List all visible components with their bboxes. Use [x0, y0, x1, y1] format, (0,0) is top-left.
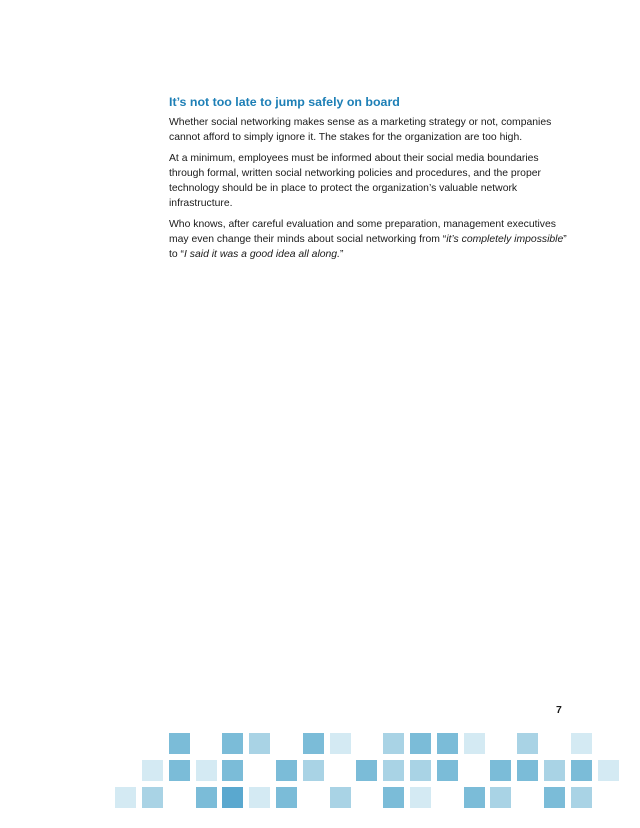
- document-body: [169, 94, 569, 268]
- paragraph-3-quote-2: I said it was a good idea all along.: [184, 249, 340, 260]
- decorative-square: [383, 760, 404, 781]
- decorative-square: [490, 787, 511, 808]
- decorative-square: [383, 733, 404, 754]
- decorative-square: [544, 760, 565, 781]
- decorative-square: [330, 733, 351, 754]
- decorative-square: [356, 760, 377, 781]
- decorative-square: [142, 760, 163, 781]
- decorative-square: [249, 787, 270, 808]
- decorative-square: [410, 733, 431, 754]
- decorative-square: [410, 760, 431, 781]
- decorative-square: [169, 733, 190, 754]
- decorative-square: [598, 760, 619, 781]
- decorative-square: [490, 760, 511, 781]
- decorative-square: [196, 760, 217, 781]
- page-number: 7: [556, 704, 562, 716]
- decorative-square: [544, 787, 565, 808]
- decorative-square: [437, 760, 458, 781]
- paragraph-2: At a minimum, employees must be informed about their social media boundaries through formal, written social networking policies and procedures, and the proper technology should be in place to protect the organization’s valuable network infrastructure.: [169, 153, 541, 209]
- decorative-square: [142, 787, 163, 808]
- decorative-square: [222, 760, 243, 781]
- decorative-square: [330, 787, 351, 808]
- decorative-square: [571, 787, 592, 808]
- paragraph-3-text-3: ”: [339, 249, 344, 260]
- decorative-square: [383, 787, 404, 808]
- decorative-square: [222, 733, 243, 754]
- decorative-square: [517, 760, 538, 781]
- decorative-square: [115, 787, 136, 808]
- decorative-square: [571, 733, 592, 754]
- decorative-square: [464, 787, 485, 808]
- section-heading: It’s not too late to jump safely on board: [169, 95, 400, 109]
- decorative-square: [464, 733, 485, 754]
- decorative-square: [249, 733, 270, 754]
- decorative-square: [169, 760, 190, 781]
- paragraph-1: Whether social networking makes sense as a marketing strategy or not, companies cannot afford to simply ignore it. The stakes for the organization are too high.: [169, 117, 552, 143]
- paragraph-3-quote-1: it’s completely impossible: [446, 234, 564, 245]
- paragraph-3-text-2: ” to “: [169, 234, 567, 260]
- decorative-square: [571, 760, 592, 781]
- decorative-square: [303, 733, 324, 754]
- decorative-square: [276, 760, 297, 781]
- paragraph-3: [169, 217, 569, 262]
- decorative-square: [196, 787, 217, 808]
- decorative-square: [276, 787, 297, 808]
- decorative-square: [517, 733, 538, 754]
- paragraph-3-text-1: Who knows, after careful evaluation and some preparation, management executives may even change their minds about social networking from “: [169, 219, 556, 245]
- decorative-square: [437, 733, 458, 754]
- decorative-square: [222, 787, 243, 808]
- decorative-square: [303, 760, 324, 781]
- decorative-square: [410, 787, 431, 808]
